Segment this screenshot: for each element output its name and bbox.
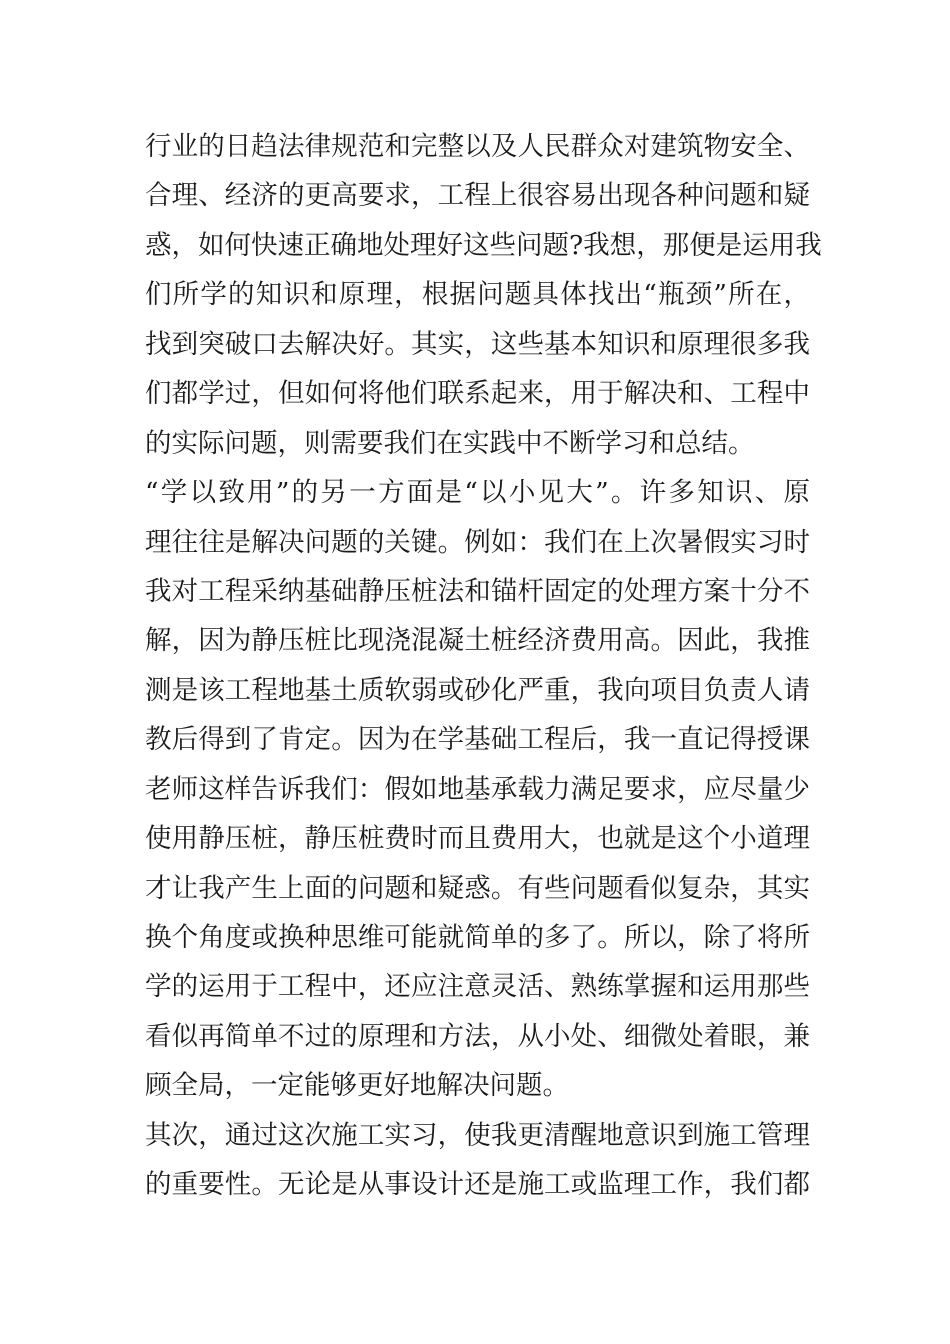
text-line: 我对工程采纳基础静压桩法和锚杆固定的处理方案十分不: [145, 575, 810, 607]
text-line: 换个角度或换种思维可能就简单的多了。所以，除了将所: [145, 922, 810, 953]
text-line: 的重要性。无论是从事设计还是施工或监理工作，我们都: [145, 1169, 810, 1201]
text-line: 其次，通过这次施工实习，使我更清醒地意识到施工管理: [145, 1119, 810, 1151]
text-line: 合理、经济的更高要求，工程上很容易出现各种问题和疑: [145, 180, 810, 212]
body-text: [145, 122, 822, 1210]
text-line: 使用静压桩，静压桩费时而且费用大，也就是这个小道理: [145, 823, 810, 855]
text-line: 们所学的知识和原理，根据问题具体找出“瓶颈”所在，: [145, 279, 810, 311]
text-line: 解，因为静压桩比现浇混凝土桩经济费用高。因此，我推: [145, 625, 810, 657]
text-line: 老师这样告诉我们：假如地基承载力满足要求，应尽量少: [145, 773, 810, 805]
text-line: 测是该工程地基土质软弱或砂化严重，我向项目负责人请: [145, 674, 810, 706]
text-line: 们都学过，但如何将他们联系起来，用于解决和、工程中: [145, 378, 810, 410]
text-line: 才让我产生上面的问题和疑惑。有些问题看似复杂，其实: [145, 872, 810, 904]
text-line: 教后得到了肯定。因为在学基础工程后，我一直记得授课: [145, 724, 810, 756]
text-line: 的实际问题，则需要我们在实践中不断学习和总结。: [145, 427, 755, 459]
text-line: 理往往是解决问题的关键。例如：我们在上次暑假实习时: [145, 526, 810, 558]
text-line: 看似再简单不过的原理和方法，从小处、细微处着眼，兼: [145, 1020, 810, 1052]
text-line: 顾全局，一定能够更好地解决问题。: [145, 1070, 569, 1102]
text-line: 学的运用于工程中，还应注意灵活、熟练掌握和运用那些: [145, 971, 810, 1003]
text-line: “学以致用”的另一方面是“以小见大”。许多知识、原: [145, 477, 810, 509]
text-line: 惑，如何快速正确地处理好这些问题?我想，那便是运用我: [145, 229, 822, 261]
text-line: 找到突破口去解决好。其实，这些基本知识和原理很多我: [145, 328, 810, 360]
text-line: 行业的日趋法律规范和完整以及人民群众对建筑物安全、: [145, 131, 810, 162]
